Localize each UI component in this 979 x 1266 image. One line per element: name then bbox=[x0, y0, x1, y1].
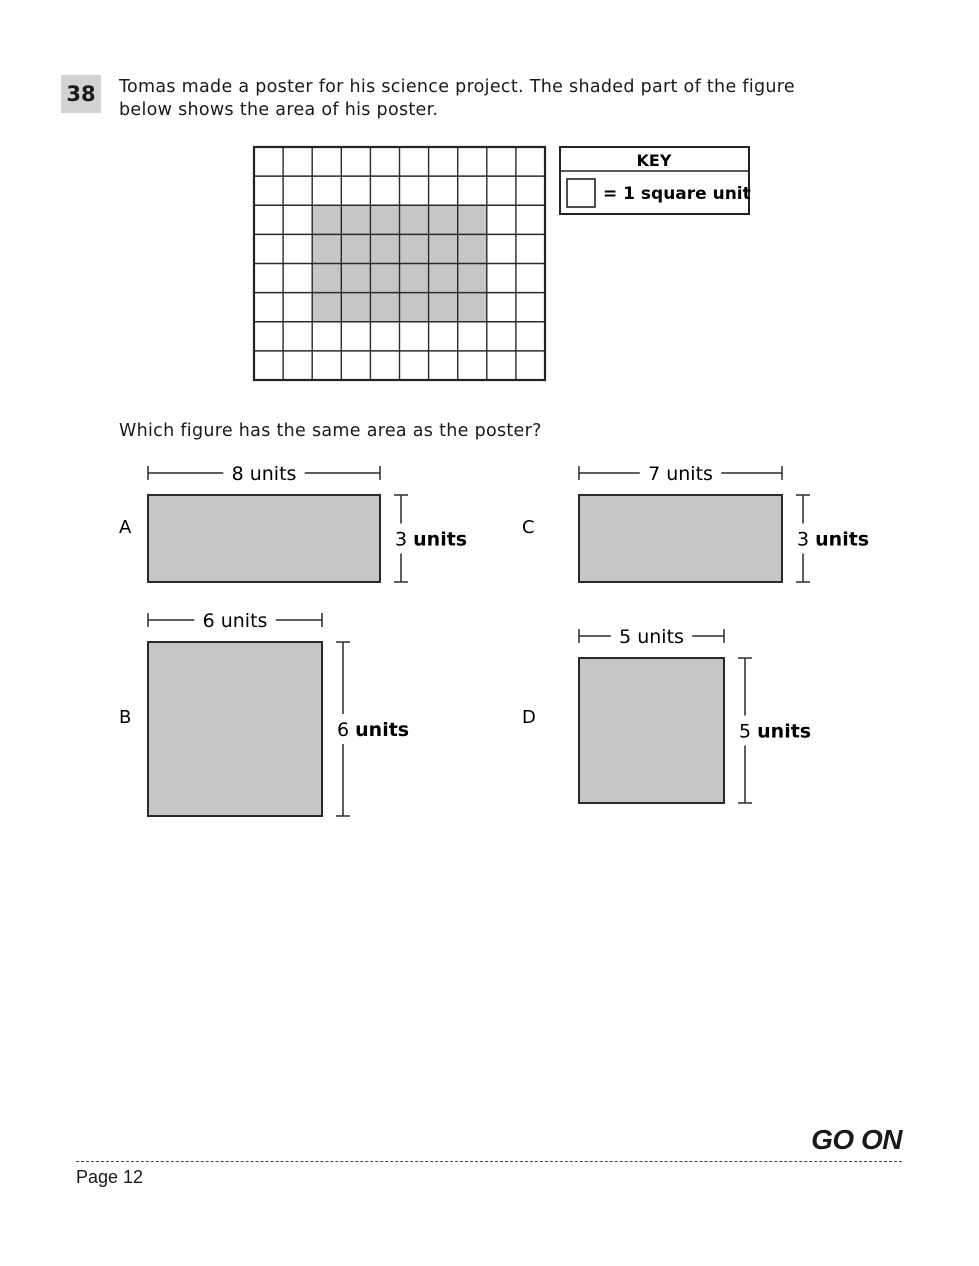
grid-cell bbox=[283, 293, 312, 322]
shaded-grid-cell bbox=[429, 293, 458, 322]
shaded-grid-cell bbox=[429, 234, 458, 263]
grid-cell bbox=[254, 234, 283, 263]
shaded-grid-cell bbox=[458, 264, 487, 293]
grid-cell bbox=[254, 351, 283, 380]
key-title: KEY bbox=[636, 151, 672, 170]
grid-cell bbox=[487, 176, 516, 205]
grid-cell bbox=[516, 205, 545, 234]
shaded-grid-cell bbox=[458, 293, 487, 322]
grid-cell bbox=[370, 351, 399, 380]
grid-cell bbox=[283, 264, 312, 293]
grid-cell bbox=[516, 293, 545, 322]
shaded-grid-cell bbox=[458, 205, 487, 234]
grid-cell bbox=[283, 176, 312, 205]
answer-choice-c[interactable] bbox=[522, 463, 869, 582]
question-text-line-1: Tomas made a poster for his science project. The shaded part of the figure bbox=[119, 77, 795, 97]
unit-square-icon bbox=[567, 179, 595, 207]
choice-rectangle bbox=[148, 642, 322, 816]
grid-cell bbox=[283, 351, 312, 380]
answer-choice-b[interactable] bbox=[119, 610, 409, 816]
grid-cell bbox=[283, 234, 312, 263]
question-prompt: Which figure has the same area as the poster? bbox=[119, 421, 542, 441]
grid-cell bbox=[429, 176, 458, 205]
grid-cell bbox=[429, 147, 458, 176]
grid-cell bbox=[516, 147, 545, 176]
grid-cell bbox=[370, 322, 399, 351]
choice-letter: C bbox=[522, 517, 535, 538]
width-label: 5 units bbox=[619, 626, 684, 648]
grid-cell bbox=[458, 147, 487, 176]
grid-cell bbox=[312, 176, 341, 205]
key-label: = 1 square unit bbox=[603, 184, 751, 204]
grid-cell bbox=[429, 351, 458, 380]
choice-rectangle bbox=[148, 495, 380, 582]
choice-letter: B bbox=[119, 707, 132, 728]
shaded-grid-cell bbox=[312, 234, 341, 263]
grid-cell bbox=[254, 293, 283, 322]
grid-cell bbox=[283, 147, 312, 176]
grid-cell bbox=[487, 234, 516, 263]
grid-cell bbox=[429, 322, 458, 351]
grid-cell bbox=[341, 322, 370, 351]
shaded-grid-cell bbox=[429, 205, 458, 234]
shaded-grid-cell bbox=[341, 264, 370, 293]
shaded-grid-cell bbox=[312, 264, 341, 293]
height-label: 3 units bbox=[395, 528, 468, 551]
question-number-badge: 38 bbox=[61, 75, 101, 113]
poster-grid-figure bbox=[250, 143, 550, 385]
shaded-grid-cell bbox=[429, 264, 458, 293]
choice-letter: D bbox=[522, 707, 536, 728]
footer-dashed-line bbox=[76, 1161, 902, 1162]
answer-choice-d[interactable] bbox=[522, 626, 811, 803]
grid-cell bbox=[516, 351, 545, 380]
answer-choices-figure bbox=[0, 455, 979, 835]
grid-cell bbox=[516, 234, 545, 263]
width-label: 8 units bbox=[231, 463, 297, 485]
grid-cell bbox=[283, 322, 312, 351]
choice-letter: A bbox=[119, 517, 132, 538]
grid-cell bbox=[254, 205, 283, 234]
shaded-grid-cell bbox=[400, 234, 429, 263]
question-text bbox=[119, 76, 834, 122]
grid-cell bbox=[312, 351, 341, 380]
grid-cell bbox=[370, 176, 399, 205]
shaded-grid-cell bbox=[458, 234, 487, 263]
grid-cell bbox=[400, 176, 429, 205]
grid-cell bbox=[487, 147, 516, 176]
shaded-grid-cell bbox=[400, 293, 429, 322]
grid-cell bbox=[312, 322, 341, 351]
grid-cell bbox=[458, 322, 487, 351]
shaded-grid-cell bbox=[341, 293, 370, 322]
grid-cell bbox=[400, 322, 429, 351]
answer-choice-a[interactable] bbox=[119, 463, 467, 582]
choice-rectangle bbox=[579, 658, 724, 803]
grid-cell bbox=[487, 322, 516, 351]
grid-cell bbox=[341, 176, 370, 205]
shaded-grid-cell bbox=[341, 205, 370, 234]
shaded-grid-cell bbox=[370, 293, 399, 322]
grid-cell bbox=[312, 147, 341, 176]
grid-cell bbox=[254, 147, 283, 176]
shaded-grid-cell bbox=[370, 205, 399, 234]
shaded-grid-cell bbox=[312, 205, 341, 234]
choice-rectangle bbox=[579, 495, 782, 582]
shaded-grid-cell bbox=[370, 234, 399, 263]
shaded-grid-cell bbox=[341, 234, 370, 263]
grid-cell bbox=[516, 176, 545, 205]
grid-cell bbox=[487, 205, 516, 234]
grid-cell bbox=[400, 147, 429, 176]
grid-cell bbox=[370, 147, 399, 176]
question-text-line-2: below shows the area of his poster. bbox=[119, 100, 439, 120]
grid-cell bbox=[458, 176, 487, 205]
width-label: 7 units bbox=[648, 463, 713, 485]
shaded-grid-cell bbox=[312, 293, 341, 322]
grid-cell bbox=[254, 176, 283, 205]
grid-cell bbox=[341, 351, 370, 380]
height-label: 5 units bbox=[739, 720, 812, 743]
shaded-grid-cell bbox=[400, 264, 429, 293]
height-label: 3 units bbox=[797, 528, 870, 551]
grid-cell bbox=[254, 322, 283, 351]
grid-cell bbox=[487, 293, 516, 322]
grid-cell bbox=[254, 264, 283, 293]
grid-cell bbox=[341, 147, 370, 176]
grid-cell bbox=[487, 351, 516, 380]
grid-cell bbox=[458, 351, 487, 380]
shaded-grid-cell bbox=[370, 264, 399, 293]
grid-cell bbox=[283, 205, 312, 234]
go-on-label: GO ON bbox=[811, 1124, 902, 1155]
grid-cell bbox=[516, 322, 545, 351]
grid-cell bbox=[487, 264, 516, 293]
grid-cell bbox=[400, 351, 429, 380]
key-box bbox=[557, 144, 753, 218]
height-label: 6 units bbox=[337, 719, 410, 741]
width-label: 6 units bbox=[202, 610, 268, 632]
shaded-grid-cell bbox=[400, 205, 429, 234]
grid-cell bbox=[516, 264, 545, 293]
page-number: Page 12 bbox=[76, 1167, 144, 1187]
